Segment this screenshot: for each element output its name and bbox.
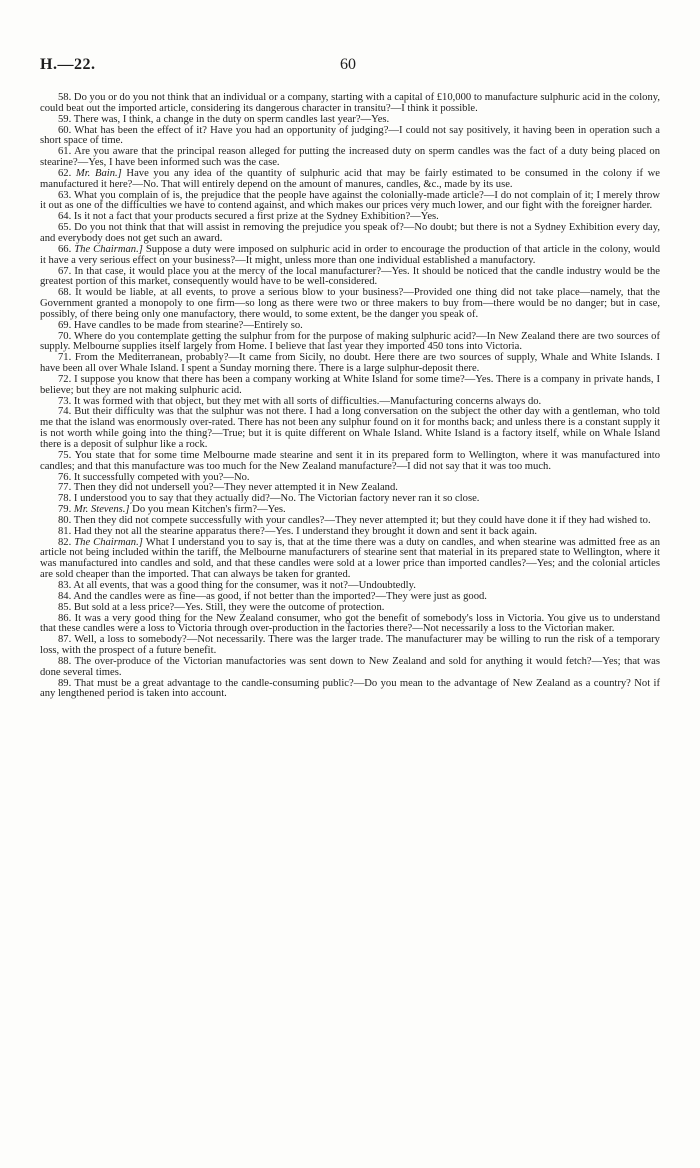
- question-text: Then they did not undersell you?—They never attempted it in New Zealand.: [73, 482, 398, 494]
- question-text: Well, a loss to somebody?—Not necessarily. There was the larger trade. The manufacturer may be willing to run the risk of a temporary loss, with the prospect of a future benefit.: [40, 634, 660, 657]
- question-paragraph: [40, 288, 660, 321]
- question-number: 60.: [58, 124, 72, 136]
- question-number: 84.: [58, 590, 72, 602]
- question-number: 71.: [58, 352, 72, 364]
- question-paragraph: [40, 147, 660, 169]
- question-text: It would be liable, at all events, to prove a serious blow to your business?—Provided one thing did not take place—namely, that the Government granted a monopoly to one firm—so long as there were two or three makers to buy from—there would be no danger; but in case, possibly, of there being only one manufactory, there would, to some extent, be the danger you speak of.: [40, 287, 660, 320]
- question-paragraph: [40, 245, 660, 267]
- question-text: The over-produce of the Victorian manufactories was sent down to New Zealand and sold for anything it would fetch?—Yes; that was done several times.: [40, 655, 660, 678]
- question-text: What has been the effect of it? Have you had an opportunity of judging?—I could not say positively, it having been in operation such a short space of time.: [40, 124, 660, 147]
- question-text: That must be a great advantage to the candle-consuming public?—Do you mean to the advantage of New Zealand as a country? Not if any lengthened period is taken into account.: [40, 677, 660, 700]
- question-number: 67.: [58, 265, 72, 277]
- question-number: 59.: [58, 113, 72, 125]
- question-paragraph: [40, 191, 660, 213]
- evidence-text: [40, 93, 660, 700]
- question-number: 87.: [58, 634, 72, 646]
- question-text: It successfully competed with you?—No.: [73, 471, 250, 483]
- question-number: 70.: [58, 330, 72, 342]
- question-text: Do you not think that that will assist in removing the prejudice you speak of?—No doubt; but there is not a Sydney Exhibition every day, and everybody does not get such an award.: [40, 222, 661, 244]
- question-text: In that case, it would place you at the mercy of the local manufacturer?—Yes. It should be noticed that the candle industry would be the greatest portion of this market, consequently would have to be well-considered.: [40, 265, 660, 288]
- question-number: 62.: [58, 167, 72, 179]
- document-reference: H.—22.: [40, 56, 96, 73]
- question-text: Are you aware that the principal reason alleged for putting the increased duty on sperm candles was the fact of a duty being placed on stearine?—Yes, I have been informed such was the case.: [40, 146, 660, 169]
- question-text: Is it not a fact that your products secured a first prize at the Sydney Exhibition?—Yes.: [73, 211, 439, 223]
- question-number: 66.: [58, 243, 72, 255]
- question-paragraph: [40, 353, 660, 375]
- question-text: And the candles were as fine—as good, if not better than the imported?—They were just as good.: [73, 590, 487, 602]
- question-paragraph: [40, 169, 660, 191]
- question-number: 64.: [58, 211, 72, 223]
- question-text: You state that for some time Melbourne made stearine and sent it in its prepared form to Wellington, where it was manufactured into candles; and that this manufacture was too much for the New Zealand manufacture?—I did not say that it was too much.: [40, 449, 660, 472]
- question-paragraph: [40, 451, 660, 473]
- question-number: 58.: [58, 92, 72, 103]
- question-paragraph: [40, 332, 660, 354]
- speaker-label: The Chairman.]: [74, 243, 143, 255]
- question-number: 86.: [58, 612, 72, 624]
- question-number: 63.: [58, 189, 72, 201]
- speaker-label: The Chairman.]: [74, 536, 143, 548]
- question-text: What I understand you to say is, that at the time there was a duty on candles, and when stearine was admitted free as an article not being included within the tariff, the Melbourne manufacturers of stearine sent that material in its prepared state to Wellington, where it was manufactured into candles and sold, and that these candles were sold at a lower price than imported candles?—Yes; and the colonial articles are sold cheaper than the imported. That can always be taken for granted.: [40, 536, 661, 581]
- question-number: 72.: [58, 373, 72, 385]
- question-text: At all events, that was a good thing for the consumer, was it not?—Undoubtedly.: [73, 579, 416, 591]
- question-number: 80.: [58, 514, 72, 526]
- question-text: But their difficulty was that the sulphur was not there. I had a long conversation on the subject the other day with a gentleman, who told me that the island was enormously over-rated. There has not been any sulphur found on it for months back; and unless there is a constant supply it is not worth while going into the thing?—True; but it is quite different on Whale Island. White Island is a factory itself, while on Whale Island there is a deposit of sulphur like a rock.: [40, 406, 660, 450]
- question-number: 85.: [58, 601, 72, 613]
- question-text: From the Mediterranean, probably?—It came from Sicily, no doubt. Here there are two sources of supply, Whale and White Islands. I have been all over Whale Island. I spent a Sunday morning there. There is a large sulphur-deposit there.: [40, 352, 660, 375]
- question-text: What you complain of is, the prejudice that the people have against the colonially-made article?—I do not complain of it; I merely throw it out as one of the difficulties we have to contend against, and which makes our prices very much lower, and our fight with the foreigner harder.: [40, 189, 660, 212]
- question-text: I suppose you know that there has been a company working at White Island for some time?—Yes. There is a company in private hands, I believe; but they are not making sulphuric acid.: [40, 373, 660, 396]
- question-number: 73.: [58, 395, 72, 407]
- question-text: Do you mean Kitchen's firm?—Yes.: [132, 504, 286, 516]
- question-paragraph: [40, 407, 660, 450]
- question-number: 77.: [58, 482, 72, 494]
- question-number: 74.: [58, 406, 72, 418]
- question-text: There was, I think, a change in the duty on sperm candles last year?—Yes.: [73, 113, 390, 125]
- question-paragraph: [40, 375, 660, 397]
- question-text: Where do you contemplate getting the sulphur from for the purpose of making sulphuric acid?—In New Zealand there are two sources of supply. Melbourne supplies itself largely from Home. I believe that last year they imported 450 tons into Victoria.: [40, 330, 660, 353]
- question-number: 81.: [58, 525, 72, 537]
- question-text: But sold at a less price?—Yes. Still, they were the outcome of protection.: [73, 601, 385, 613]
- question-paragraph: [40, 267, 660, 289]
- question-text: Have you any idea of the quantity of sulphuric acid that may be fairly estimated to be consumed in the colony if we manufactured it here?—No. That will entirely depend on the amount of manures, candles, &c., made by its use.: [40, 167, 660, 190]
- question-number: 89.: [58, 677, 72, 689]
- question-paragraph: [40, 635, 660, 657]
- question-text: It was formed with that object, but they met with all sorts of difficulties.—Manufacturing concerns always do.: [73, 395, 542, 407]
- question-number: 76.: [58, 471, 72, 483]
- page-header: [40, 56, 660, 80]
- question-text: Had they not all the stearine apparatus there?—Yes. I understand they brought it down and sent it back again.: [73, 525, 538, 537]
- question-text: It was a very good thing for the New Zealand consumer, who got the benefit of somebody's loss in Victoria. You give us to understand that these candles were a loss to Victoria through over-production in the factories there?—Not necessarily a loss to the Victorian maker.: [40, 612, 660, 635]
- question-paragraph: [40, 614, 660, 636]
- page-number: 60: [340, 56, 356, 73]
- question-number: 65.: [58, 222, 72, 234]
- question-text: Then they did not compete successfully with your candles?—They never attempted it; but they could have done it if they had wished to.: [73, 514, 651, 526]
- question-number: 69.: [58, 319, 72, 331]
- question-number: 68.: [58, 287, 72, 299]
- question-number: 61.: [58, 146, 72, 158]
- speaker-label: Mr. Stevens.]: [73, 504, 130, 516]
- question-paragraph: [40, 223, 660, 245]
- question-paragraph: [40, 679, 660, 701]
- question-text: Do you or do you not think that an individual or a company, starting with a capital of £10,000 to manufacture sulphuric acid in the colony, could beat out the imported article, considering its dangerous character in transitu?—I think it possible.: [40, 92, 661, 114]
- question-number: 88.: [58, 655, 72, 667]
- question-paragraph: [40, 126, 660, 148]
- question-text: I understood you to say that they actually did?—No. The Victorian factory never ran it so close.: [73, 493, 480, 505]
- question-text: Suppose a duty were imposed on sulphuric acid in order to encourage the production of that article in the colony, would it have a very serious effect on your business?—It might, unless more than one individual established a manufactory.: [40, 243, 661, 266]
- question-number: 78.: [58, 493, 72, 505]
- question-number: 82.: [58, 536, 72, 548]
- question-number: 83.: [58, 579, 72, 591]
- question-paragraph: [40, 657, 660, 679]
- question-number: 75.: [58, 449, 72, 461]
- question-paragraph: [40, 93, 660, 115]
- speaker-label: Mr. Bain.]: [75, 167, 122, 179]
- question-number: 79.: [58, 504, 72, 516]
- question-text: Have candles to be made from stearine?—Entirely so.: [73, 319, 303, 331]
- question-paragraph: [40, 538, 660, 581]
